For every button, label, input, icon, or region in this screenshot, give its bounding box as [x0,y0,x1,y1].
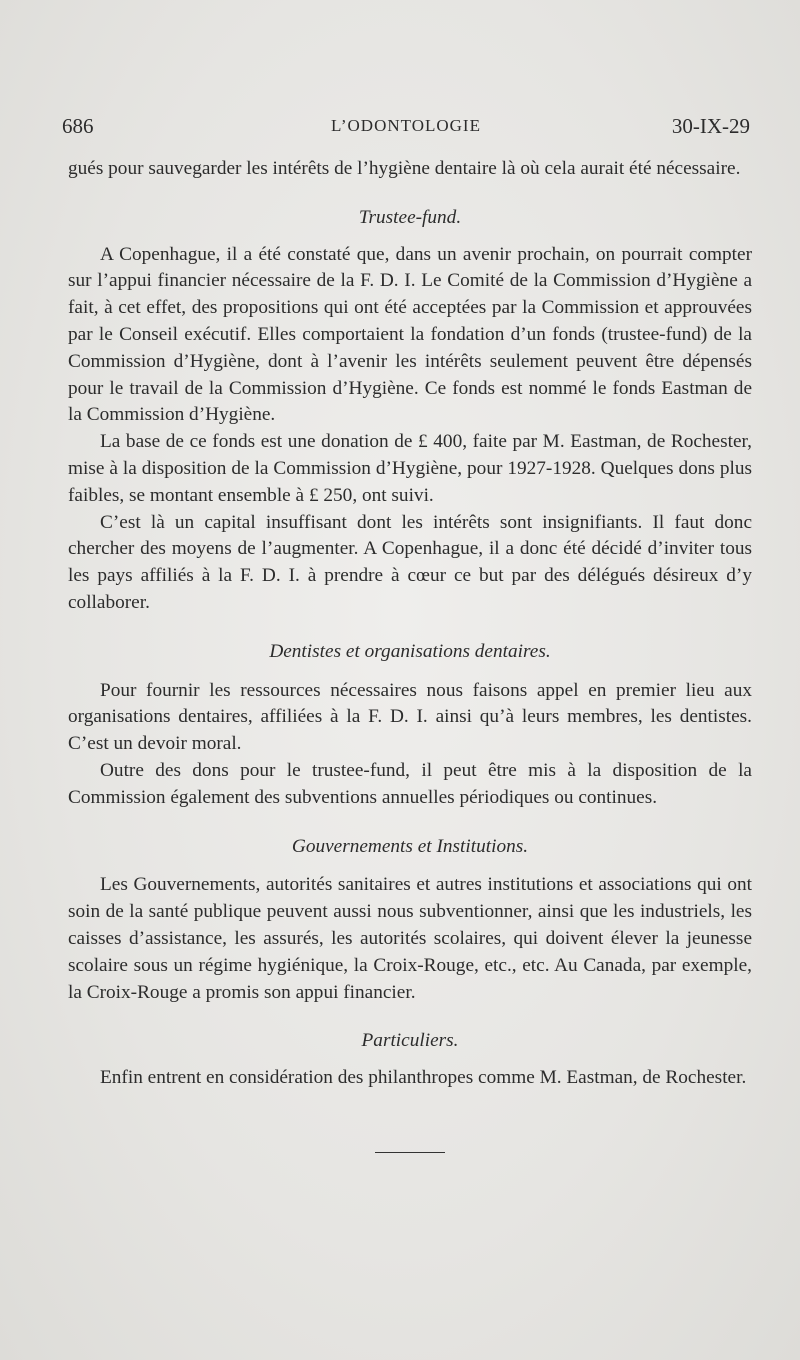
paragraph-trustee-2: La base de ce fonds est une donation de £ 400, faite par M. Eastman, de Rochester, mise à la disposition de la Commission d’Hygiène, pour 1927-1928. Quelques dons plus faibles, se montant ensemble à £ 250, ont suivi. [68,431,752,506]
running-head: L’ODONTOLOGIE [331,116,481,135]
paragraph-intro: gués pour sauvegarder les intérêts de l’hygiène dentaire là où cela aurait été nécessaire. [68,158,741,179]
paragraph-dentistes-1: Pour fournir les ressources nécessaires nous faisons appel en premier lieu aux organisations dentaires, affiliées à la F. D. I. ainsi qu’à leurs membres, les dentistes. C’est un devoir moral. [68,679,752,755]
page-body [68,156,752,1153]
issue-date: 30-IX-29 [671,114,750,138]
section-heading-dentistes: Dentistes et organisations dentaires. [269,640,551,662]
section-heading-trustee-fund: Trustee-fund. [358,206,462,228]
page-number: 686 [62,114,94,138]
paragraph-particuliers: Enfin entrent en considération des philanthropes comme M. Eastman, de Rochester. [100,1067,747,1089]
paragraph-trustee-3: C’est là un capital insuffisant dont les intérêts sont insignifiants. Il faut donc chercher des moyens de l’augmenter. A Copenhague, il a donc été décidé d’inviter tous les pays affiliés à la F. D. I. à prendre à cœur ce but par des délégués désireux d’y collaborer. [68,511,752,613]
section-heading-gouvernements: Gouvernements et Institutions. [291,835,529,857]
paragraph-trustee-1: A Copenhague, il a été constaté que, dans un avenir prochain, on pourrait compter sur l’appui financier nécessaire de la F. D. I. Le Comité de la Commission d’Hygiène a fait, à cet effet, des propositions qui ont été acceptées par la Commission et approuvées par le Conseil exécutif. Elles comportaient la fondation d’un fonds (trustee-fund) de la Commission d’Hygiène, dont à l’avenir les intérêts seulement peuvent être dépensés pour le travail de la Commission d’Hygiène. Ce fonds est nommé le fonds Eastman de la Commission d’Hygiène. [68,243,752,426]
page-header [62,114,750,144]
paragraph-gouvernements: Les Gouvernements, autorités sanitaires et autres institutions et associations qui ont soin de la santé publique peuvent aussi nous subventionner, ainsi que les industriels, les caisses d’assistance, les assurés, les autorités scolaires, qui doivent élever la jeunesse scolaire sous un régime hygiénique, la Croix-Rouge, etc., etc. Au Canada, par exemple, la Croix-Rouge a promis son appui financier. [68,874,752,1003]
paragraph-dentistes-2: Outre des dons pour le trustee-fund, il peut être mis à la disposition de la Commission également des subventions annuelles périodiques ou continues. [68,759,752,808]
closing-rule [375,1152,445,1153]
section-heading-particuliers: Particuliers. [361,1030,459,1052]
